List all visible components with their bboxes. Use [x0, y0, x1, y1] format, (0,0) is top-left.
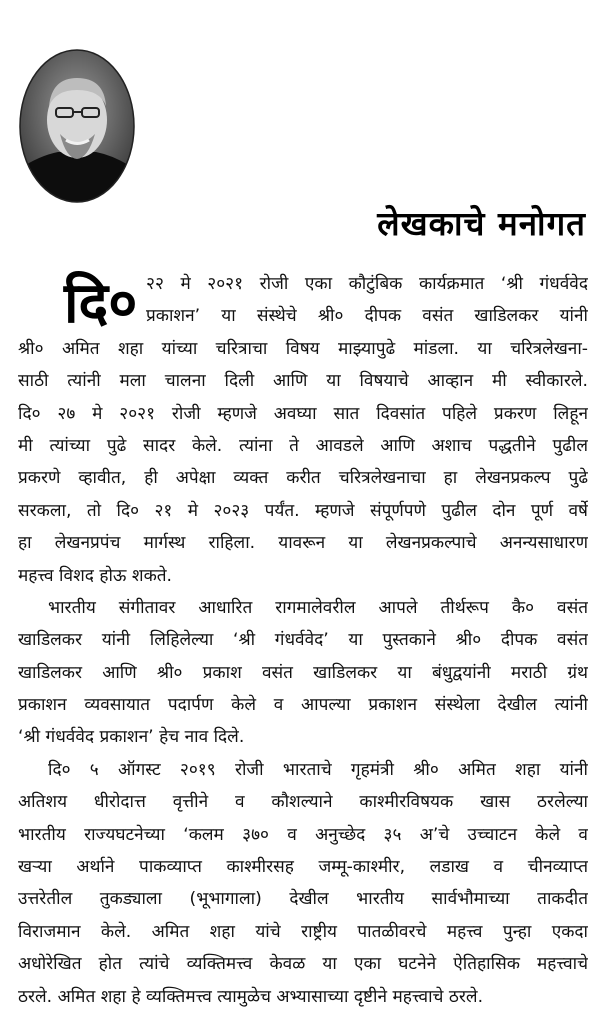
- text-line: भारतीय राज्यघटनेच्या ‘कलम ३७० व अनुच्छेद ३५ अ’चे उच्चाटन केले व: [18, 824, 588, 845]
- text-line: खऱ्या अर्थाने पाकव्याप्त काश्मीरसह जम्मू-काश्मीर, लडाख व चीनव्याप्त: [18, 857, 588, 878]
- text-line: ‘श्री गंधर्ववेद प्रकाशन’ हेच नाव दिले.: [18, 727, 245, 748]
- text-line: दि० ५ ऑगस्ट २०१९ रोजी भारताचे गृहमंत्री श्री० अमित शहा यांनी: [48, 759, 588, 780]
- drop-cap: दि०: [64, 271, 138, 336]
- text-line: सरकला, तो दि० २१ मे २०२३ पर्यंत. म्हणजे संपूर्णपणे पुढील दोन पूर्ण वर्षे: [18, 500, 588, 521]
- text-line: मी त्यांच्या पुढे सादर केले. त्यांना ते आवडले आणि अशाच पद्धतीने पुढील: [18, 435, 588, 456]
- text-line: खाडिलकर यांनी लिहिलेल्या ‘श्री गंधर्ववेद’ या पुस्तकाने श्री० दीपक वसंत: [18, 630, 588, 651]
- text-line: हा लेखनप्रपंच मार्गस्थ राहिला. यावरून या लेखनप्रकल्पाचे अनन्यसाधारण: [18, 533, 588, 554]
- page-heading: लेखकाचे मनोगत: [377, 204, 586, 243]
- text-line: ठरले. अमित शहा हे व्यक्तिमत्त्व त्यामुळेच अभ्यासाच्या दृष्टीने महत्त्वाचे ठरले.: [18, 986, 484, 1007]
- text-line: प्रकाशन’ या संस्थेचे श्री० दीपक वसंत खाडिलकर यांनी: [146, 306, 588, 327]
- text-line: श्री० अमित शहा यांच्या चरित्राचा विषय माझ्यापुढे मांडला. या चरित्रलेखना-: [18, 338, 588, 359]
- text-line: विराजमान केले. अमित शहा यांचे राष्ट्रीय पातळीवरचे महत्त्व पुन्हा एकदा: [18, 921, 588, 942]
- text-line: अधोरेखित होत त्यांचे व्यक्तिमत्त्व केवळ या एका घटनेने ऐतिहासिक महत्त्वाचे: [18, 954, 588, 975]
- text-line: भारतीय संगीतावर आधारित रागमालेवरील आपले तीर्थरूप कै० वसंत: [48, 597, 588, 618]
- author-portrait: [18, 48, 136, 204]
- text-line: प्रकाशन व्यवसायात पदार्पण केले व आपल्या प्रकाशन संस्थेला देखील त्यांनी: [18, 695, 588, 716]
- text-line: दि० २७ मे २०२१ रोजी म्हणजे अवघ्या सात दिवसांत पहिले प्रकरण लिहून: [18, 403, 588, 424]
- text-line: प्रकरणे व्हावीत, ही अपेक्षा व्यक्त करीत चरित्रलेखनाचा हा लेखनप्रकल्प पुढे: [18, 468, 588, 489]
- body-text: [18, 268, 588, 1013]
- text-line: साठी त्यांनी मला चालना दिली आणि या विषयाचे आव्हान मी स्वीकारले.: [18, 371, 588, 392]
- text-line: उत्तरेतील तुकड्याला (भूभागाला) देखील भारतीय सार्वभौमाच्या ताकदीत: [18, 889, 588, 910]
- text-line: खाडिलकर आणि श्री० प्रकाश वसंत खाडिलकर या बंधुद्वयांनी मराठी ग्रंथ: [18, 662, 588, 683]
- text-line: महत्त्व विशद होऊ शकते.: [18, 565, 173, 586]
- text-line: २२ मे २०२१ रोजी एका कौटुंबिक कार्यक्रमात ‘श्री गंधर्ववेद: [146, 274, 588, 294]
- text-line: अतिशय धीरोदात्त वृत्तीने व कौशल्याने काश्मीरविषयक खास ठरलेल्या: [18, 792, 588, 813]
